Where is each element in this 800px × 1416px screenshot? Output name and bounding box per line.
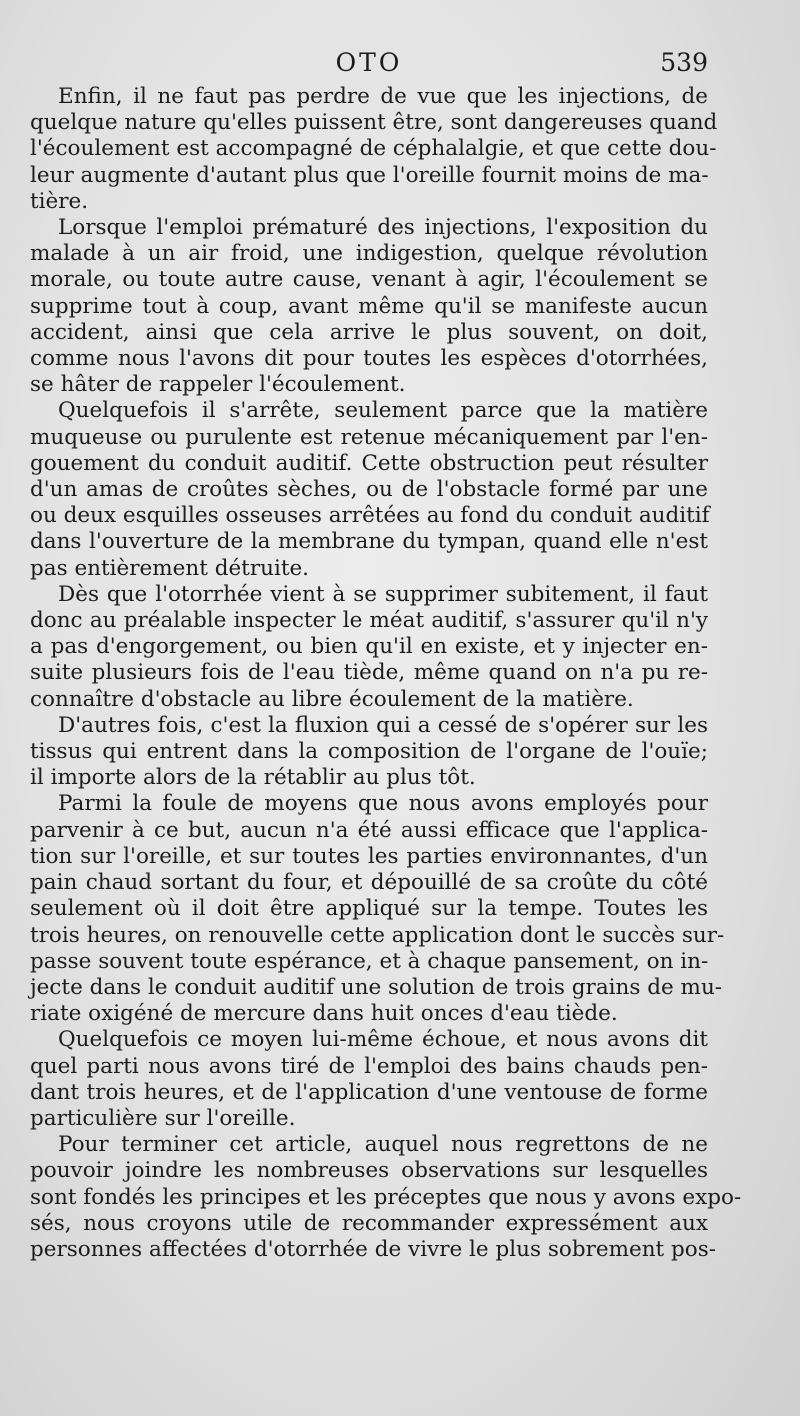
- text-line: il importe alors de la rétablir au plus tôt.: [30, 765, 476, 791]
- paragraph: [30, 1027, 708, 1132]
- text-line: sés, nous croyons utile de recommander expressément aux: [30, 1210, 708, 1236]
- text-line: accident, ainsi que cela arrive le plus souvent, on doit,: [30, 319, 708, 345]
- paragraph: [30, 582, 708, 713]
- paragraph: [30, 713, 708, 792]
- text-line: seulement où il doit être appliqué sur la tempe. Toutes les: [30, 896, 708, 922]
- text-line: pain chaud sortant du four, et dépouillé de sa croûte du côté: [30, 870, 708, 896]
- text-line: gouement du conduit auditif. Cette obstruction peut résulter: [30, 450, 708, 476]
- text-line: trois heures, on renouvelle cette application dont le succès sur-: [30, 922, 725, 948]
- paragraph: [30, 791, 725, 1027]
- text-line: Parmi la foule de moyens que nous avons employés pour: [58, 791, 708, 817]
- text-line: Quelquefois il s'arrête, seulement parce que la matière: [58, 398, 708, 424]
- text-line: jecte dans le conduit auditif une solution de trois grains de mu-: [30, 974, 723, 1000]
- text-line: supprime tout à coup, avant même qu'il se manifeste aucun: [30, 293, 708, 319]
- text-line: Lorsque l'emploi prématuré des injections, l'exposition du: [58, 215, 708, 241]
- text-line: tissus qui entrent dans la composition de l'organe de l'ouïe;: [30, 739, 708, 765]
- text-line: muqueuse ou purulente est retenue mécaniquement par l'en-: [30, 424, 708, 450]
- text-line: tière.: [30, 188, 89, 214]
- text-line: suite plusieurs fois de l'eau tiède, même quand on n'a pu re-: [30, 660, 708, 686]
- text-line: d'un amas de croûtes sèches, ou de l'obstacle formé par une: [30, 477, 708, 503]
- paragraph: [30, 398, 708, 581]
- text-line: comme nous l'avons dit pour toutes les espèces d'otorrhées,: [30, 346, 708, 372]
- text-line: donc au préalable inspecter le méat auditif, s'assurer qu'il n'y: [30, 608, 708, 634]
- text-line: Pour terminer cet article, auquel nous regrettons de ne: [58, 1132, 708, 1158]
- text-line: sont fondés les principes et les préceptes que nous y avons expo-: [30, 1184, 742, 1210]
- paragraph: [30, 215, 708, 398]
- text-line: a pas d'engorgement, ou bien qu'il en existe, et y injecter en-: [30, 634, 708, 660]
- text-line: pas entièrement détruite.: [30, 555, 310, 581]
- text-line: tion sur l'oreille, et sur toutes les parties environnantes, d'un: [30, 843, 708, 869]
- text-line: passe souvent toute espérance, et à chaque pansement, on in-: [30, 948, 709, 974]
- text-line: connaître d'obstacle au libre écoulement de la matière.: [30, 686, 634, 712]
- text-line: dans l'ouverture de la membrane du tympan, quand elle n'est: [30, 529, 708, 555]
- running-head: OTO: [335, 48, 403, 77]
- text-line: malade à un air froid, une indigestion, quelque révolution: [30, 241, 708, 267]
- text-line: Quelquefois ce moyen lui-même échoue, et nous avons dit: [58, 1027, 708, 1053]
- text-line: riate oxigéné de mercure dans huit onces d'eau tiède.: [30, 1001, 618, 1027]
- paragraph: [30, 1132, 742, 1263]
- text-line: quelque nature qu'elles puissent être, sont dangereuses quand: [30, 110, 718, 136]
- page-number: 539: [660, 48, 708, 77]
- text-line: Enfin, il ne faut pas perdre de vue que les injections, de: [58, 84, 708, 109]
- text-line: dant trois heures, et de l'application d'une ventouse de forme: [30, 1079, 708, 1105]
- text-line: particulière sur l'oreille.: [30, 1105, 296, 1131]
- text-line: Dès que l'otorrhée vient à se supprimer subitement, il faut: [58, 581, 708, 607]
- text-line: pouvoir joindre les nombreuses observations sur lesquelles: [30, 1158, 708, 1184]
- text-line: leur augmente d'autant plus que l'oreille fournit moins de ma-: [30, 162, 709, 188]
- page-header: [30, 48, 708, 82]
- text-line: D'autres fois, c'est la fluxion qui a cessé de s'opérer sur les: [58, 712, 708, 738]
- body-text: [30, 84, 742, 1263]
- text-line: personnes affectées d'otorrhée de vivre le plus sobrement pos-: [30, 1236, 717, 1262]
- text-line: parvenir à ce but, aucun n'a été aussi efficace que l'applica-: [30, 817, 708, 843]
- text-line: morale, ou toute autre cause, venant à agir, l'écoulement se: [30, 267, 708, 293]
- text-line: se hâter de rappeler l'écoulement.: [30, 372, 406, 398]
- text-line: l'écoulement est accompagné de céphalalgie, et que cette dou-: [30, 136, 717, 162]
- paragraph: [30, 84, 718, 215]
- text-line: quel parti nous avons tiré de l'emploi des bains chauds pen-: [30, 1053, 708, 1079]
- text-line: ou deux esquilles osseuses arrêtées au fond du conduit auditif: [30, 503, 710, 529]
